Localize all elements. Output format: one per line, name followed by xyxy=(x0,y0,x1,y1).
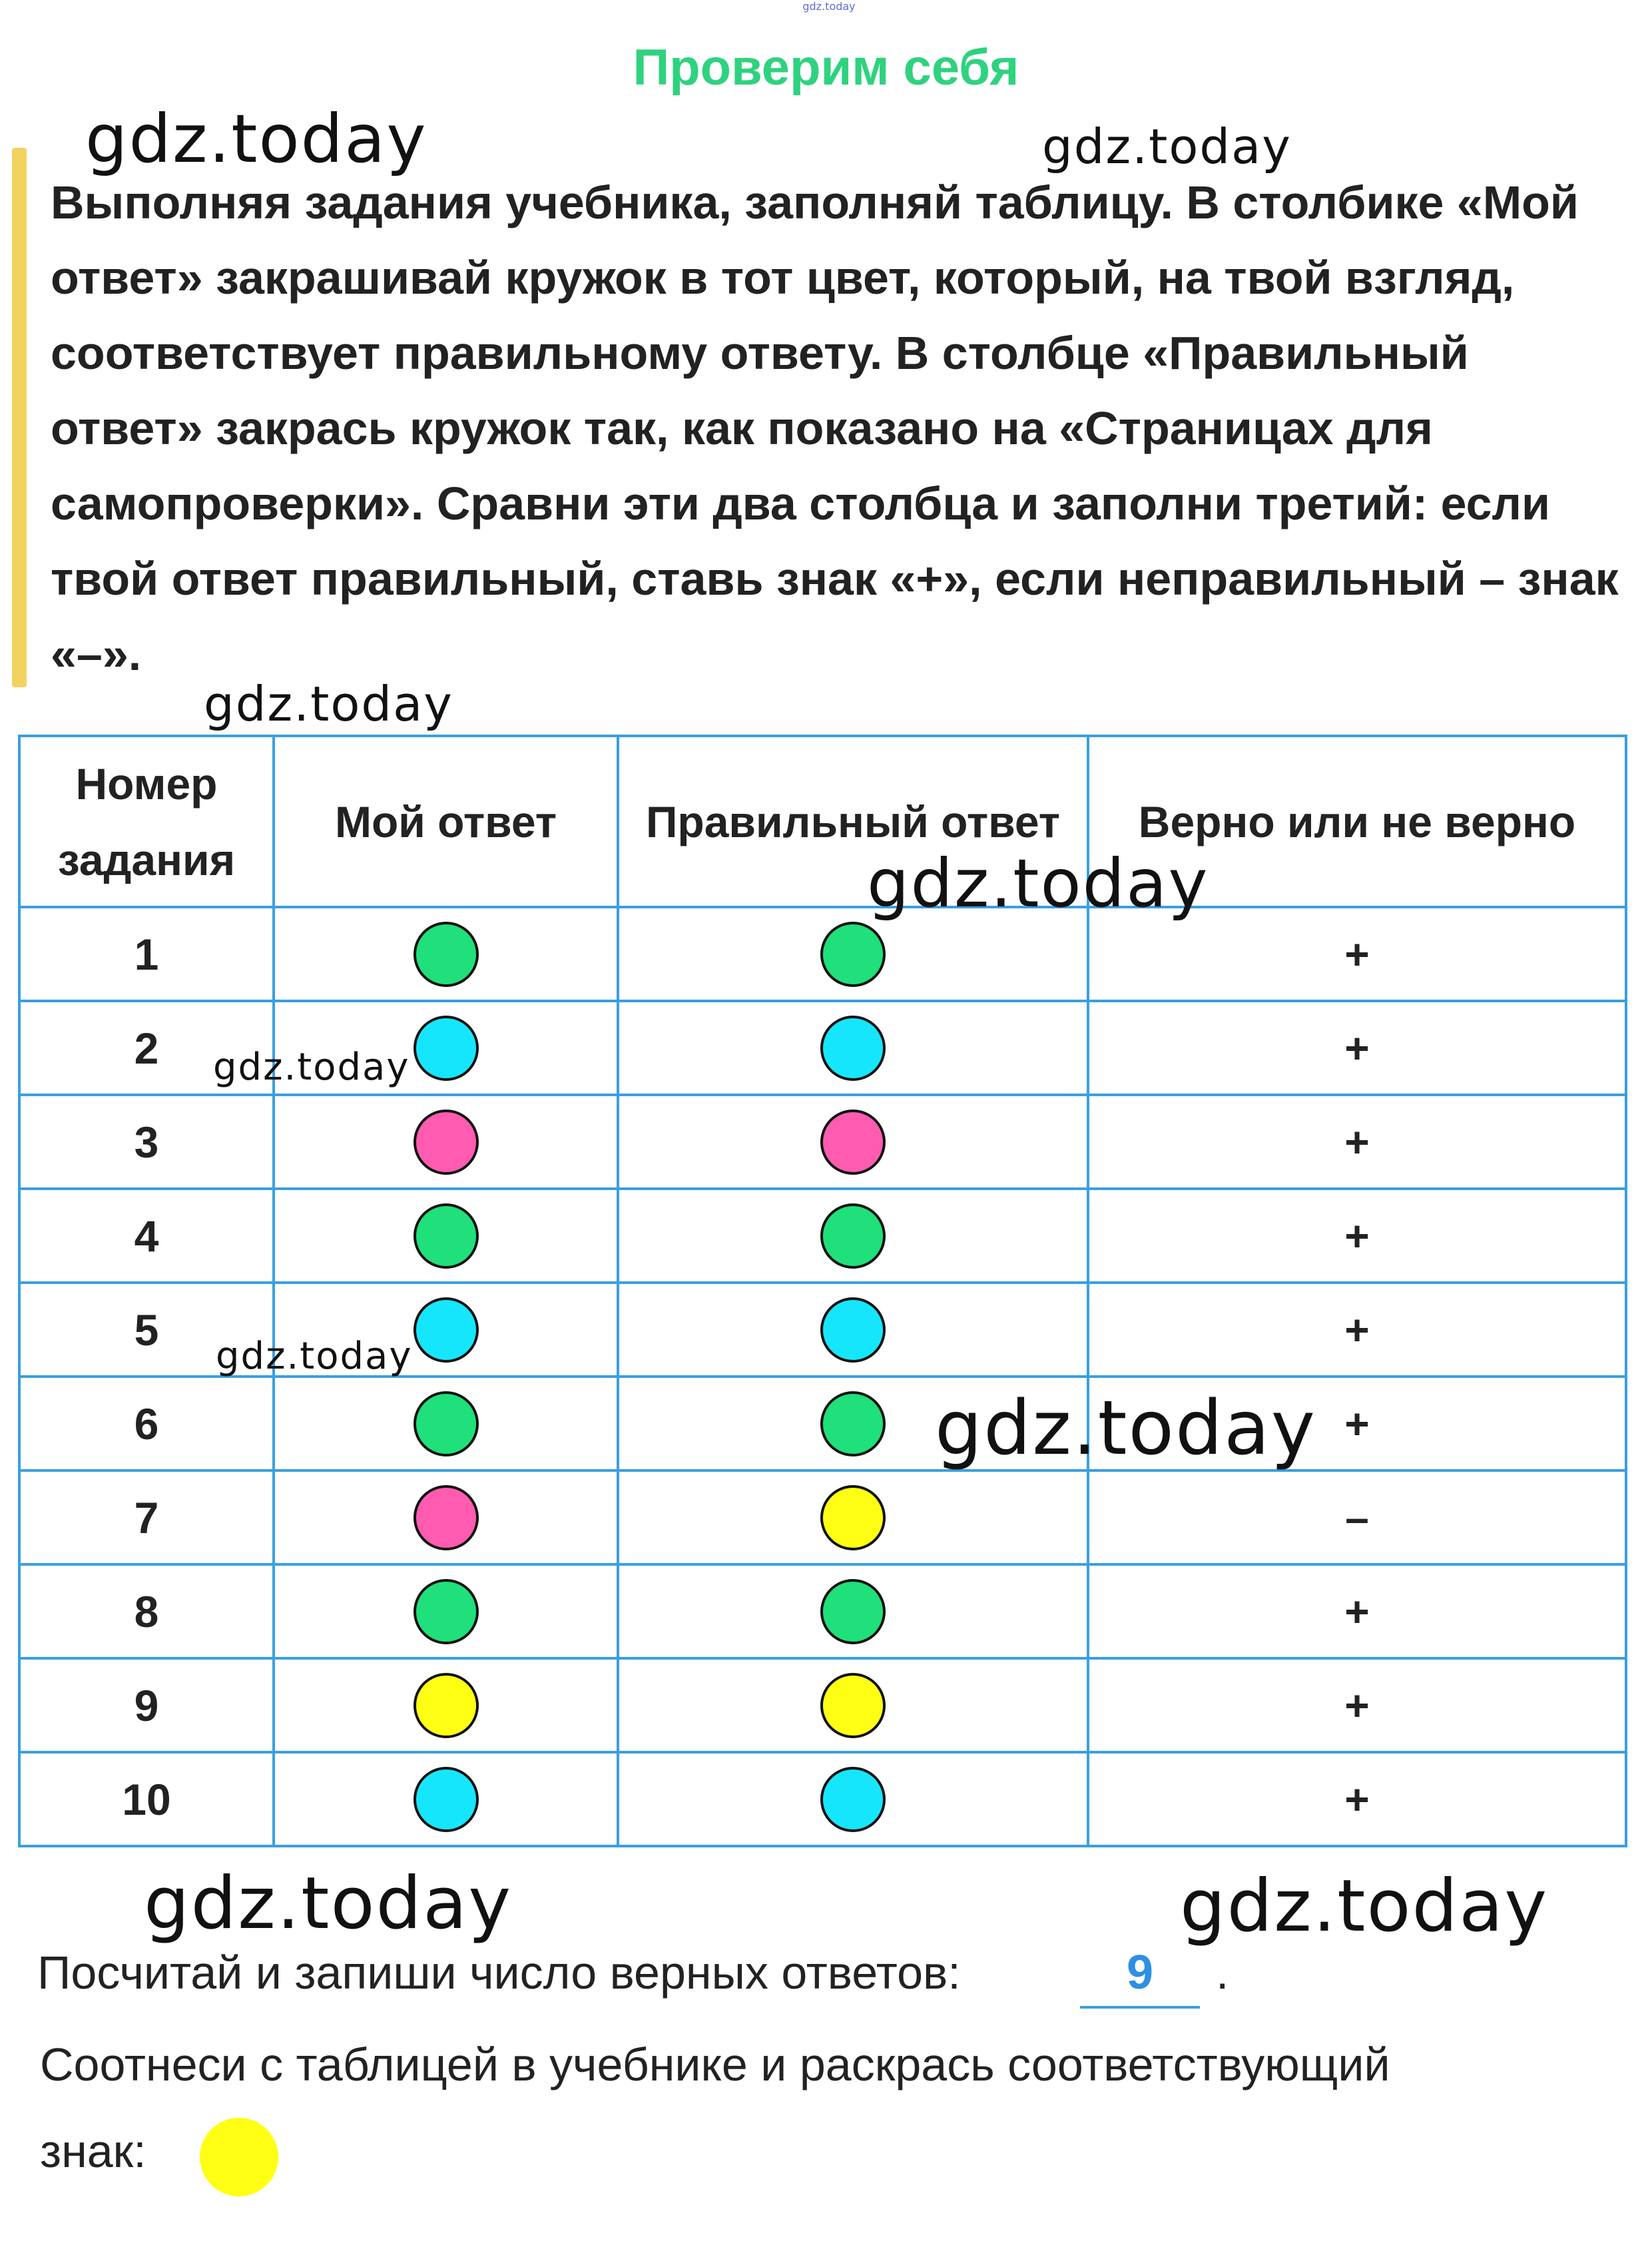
table-row xyxy=(19,1377,1626,1470)
accent-bar xyxy=(12,148,27,687)
correct-answer-circle[interactable] xyxy=(820,922,886,987)
instructions xyxy=(51,165,1635,692)
my-answer-cell xyxy=(274,1377,618,1470)
verdict-cell[interactable]: + xyxy=(1088,907,1626,1001)
watermark-text: gdz.today xyxy=(213,1046,410,1089)
watermark-text: gdz.today xyxy=(204,676,453,732)
correct-answer-circle[interactable] xyxy=(820,1485,886,1550)
table-row xyxy=(19,907,1626,1001)
header-my-answer: Мой ответ xyxy=(274,736,618,907)
count-label: Посчитай и запиши число верных ответов: xyxy=(37,1947,961,1999)
verdict-cell[interactable]: + xyxy=(1088,1283,1626,1377)
verdict-cell[interactable]: + xyxy=(1088,1189,1626,1283)
task-number-cell: 7 xyxy=(19,1470,274,1564)
instruction-line: Выполняя задания учебника, заполняй таблицу. В столбике «Мой xyxy=(51,176,1579,228)
verdict-cell[interactable]: + xyxy=(1088,1752,1626,1846)
correct-answer-circle[interactable] xyxy=(820,1297,886,1363)
verdict-cell[interactable]: + xyxy=(1088,1377,1626,1470)
header-verdict: Верно или не верно xyxy=(1088,736,1626,907)
watermark-text: gdz.today xyxy=(867,844,1209,922)
table-row xyxy=(19,1095,1626,1189)
sign-label: знак: xyxy=(40,2125,146,2177)
verdict-cell[interactable]: – xyxy=(1088,1470,1626,1564)
verdict-cell[interactable]: + xyxy=(1088,1564,1626,1658)
task-number-cell: 10 xyxy=(19,1752,274,1846)
task-number-cell: 8 xyxy=(19,1564,274,1658)
correct-answer-cell xyxy=(618,1283,1088,1377)
header-task-number-line2: задания xyxy=(57,834,236,884)
relate-text: Соотнеси с таблицей в учебнике и раскрась соответствующий xyxy=(40,2039,1390,2090)
task-number-cell: 4 xyxy=(19,1189,274,1283)
my-answer-cell xyxy=(274,1095,618,1189)
my-answer-cell xyxy=(274,1470,618,1564)
my-answer-cell xyxy=(274,1658,618,1752)
my-answer-circle[interactable] xyxy=(413,1297,479,1363)
watermark-text: gdz.today xyxy=(1180,1865,1549,1948)
my-answer-circle[interactable] xyxy=(413,1673,479,1738)
my-answer-cell xyxy=(274,1564,618,1658)
task-number-cell: 6 xyxy=(19,1377,274,1470)
task-number-cell: 5 xyxy=(19,1283,274,1377)
my-answer-circle[interactable] xyxy=(413,1767,479,1832)
correct-answer-cell xyxy=(618,1658,1088,1752)
top-watermark: gdz.today xyxy=(802,0,856,13)
my-answer-circle[interactable] xyxy=(413,1579,479,1644)
correct-answer-circle[interactable] xyxy=(820,1767,886,1832)
correct-answer-cell xyxy=(618,1752,1088,1846)
task-number-cell: 2 xyxy=(19,1001,274,1095)
my-answer-circle[interactable] xyxy=(413,922,479,987)
header-task-number-line1: Номер xyxy=(75,759,218,808)
table-row xyxy=(19,1752,1626,1846)
watermark-text: gdz.today xyxy=(1042,119,1292,174)
table-row xyxy=(19,1189,1626,1283)
instruction-line: самопроверки». Сравни эти два столбца и заполни третий: если xyxy=(51,478,1551,529)
my-answer-circle[interactable] xyxy=(413,1391,479,1456)
count-answer-field[interactable]: 9 xyxy=(1080,1939,1200,2009)
count-period: . xyxy=(1216,1947,1229,1999)
watermark-text: gdz.today xyxy=(935,1385,1317,1472)
page-title: Проверим себя xyxy=(633,39,1019,96)
header-correct-answer: Правильный ответ xyxy=(618,736,1088,907)
correct-answer-circle[interactable] xyxy=(820,1579,886,1644)
my-answer-circle[interactable] xyxy=(413,1203,479,1269)
header-task-number xyxy=(19,736,274,907)
correct-answer-cell xyxy=(618,1001,1088,1095)
correct-answer-circle[interactable] xyxy=(820,1016,886,1081)
correct-answer-circle[interactable] xyxy=(820,1391,886,1456)
instruction-line: ответ» закрась кружок так, как показано на «Страницах для xyxy=(51,402,1433,454)
watermark-text: gdz.today xyxy=(85,100,427,178)
my-answer-cell xyxy=(274,1189,618,1283)
self-check-table xyxy=(18,735,1627,1847)
verdict-cell[interactable]: + xyxy=(1088,1001,1626,1095)
correct-answer-circle[interactable] xyxy=(820,1110,886,1175)
table-row xyxy=(19,1470,1626,1564)
instruction-line: твой ответ правильный, ставь знак «+», если неправильный – знак xyxy=(51,553,1619,605)
verdict-cell[interactable]: + xyxy=(1088,1658,1626,1752)
watermark-text: gdz.today xyxy=(144,1862,513,1945)
instruction-line: соответствует правильному ответу. В столбце «Правильный xyxy=(51,327,1469,379)
my-answer-cell xyxy=(274,907,618,1001)
correct-answer-circle[interactable] xyxy=(820,1203,886,1269)
my-answer-circle[interactable] xyxy=(413,1485,479,1550)
instruction-line: «–». xyxy=(51,628,142,680)
task-number-cell: 9 xyxy=(19,1658,274,1752)
correct-answer-cell xyxy=(618,1470,1088,1564)
my-answer-circle[interactable] xyxy=(413,1110,479,1175)
table-row xyxy=(19,1564,1626,1658)
table-header-row xyxy=(19,736,1626,907)
verdict-cell[interactable]: + xyxy=(1088,1095,1626,1189)
instruction-line: ответ» закрашивай кружок в тот цвет, который, на твой взгляд, xyxy=(51,252,1515,304)
correct-answer-cell xyxy=(618,1564,1088,1658)
correct-answer-cell xyxy=(618,1189,1088,1283)
task-number-cell: 3 xyxy=(19,1095,274,1189)
watermark-text: gdz.today xyxy=(216,1335,413,1378)
colored-sign-circle[interactable] xyxy=(200,2118,278,2196)
task-number-cell: 1 xyxy=(19,907,274,1001)
table-row xyxy=(19,1658,1626,1752)
correct-answer-cell xyxy=(618,1095,1088,1189)
my-answer-cell xyxy=(274,1752,618,1846)
my-answer-circle[interactable] xyxy=(413,1016,479,1081)
correct-answer-circle[interactable] xyxy=(820,1673,886,1738)
